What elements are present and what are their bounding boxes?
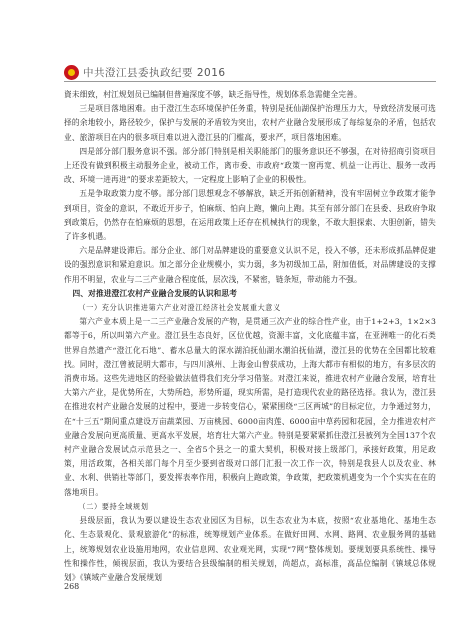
paragraph-2: 三是项目落地困难。由于澄江生态环境保护任务重，特别是抚仙湖保护治理压力大，导致经济发展可选择的余地较小，路径较少，保护与发展的矛盾较为突出，农村产业融合发展形成了每综复杂的矛盾，包括农业、旅游项目在内的很多项目难以进入澄江县的门槛高，要求严，项目落地困难。 bbox=[64, 104, 436, 142]
running-header-title: 中共澄江县委执政纪要 2016 bbox=[83, 66, 226, 79]
paragraph-4: 五是争取政策力度不够。部分部门思想观念不够解放，缺乏开拓创新精神，没有牢固树立争政策才能争到项目，资金的意识，不敢近开步子，怕麻烦、怕向上跑，懒向上跑。其至有部分部门在县委、县政府争取到政策后，仍然存在怕麻烦的思想，在运用政策上还存在机械执行的现象，不敢大胆探索、大胆创新，错失了许多机遇。 bbox=[64, 189, 436, 242]
paragraph-3: 四是部分部门服务意识不强。部分部门特别是相关职能部门的服务意识还不够强，在对待招商引资项目上还没有做到积极主动服务企业，被动工作，离市委、市政府“政策一窗再宽、机益一让再让、服务一改再改、环境一进再进”的要求差距较大，一定程度上影响了企业的积极性。 bbox=[64, 146, 436, 185]
running-header bbox=[64, 62, 436, 82]
page-body bbox=[64, 88, 436, 585]
party-emblem-icon bbox=[64, 65, 79, 80]
section-heading: 四、对推进澄江农村产业融合发展的认识和思考 bbox=[72, 288, 238, 298]
page-number: 268 bbox=[64, 582, 80, 591]
paragraph-6: 第六产业本质上是一二三产业融合发展的产物，是贯通三次产业的综合性产业，由于1+2+3，1×2×3都等于6，所以叫第六产业。澄江县生态良好，区位优越，资源丰富，文化底蕴丰富，在亚洲唯一的化石类世界自然遗产“澄江化石地”、蓄水总量大的深水湖泊抚仙湖水潮泊抚仙湖，澄江县的优势在全国都比较难找。同时，澄江曾被昆明大都市，与四川滇州、上海金山曾获成功，上海大都市有相似的地方，有多层次的消费市场。这些先进地区的经验做法值得我们充分学习借鉴。对澄江来说，推进农村产业融合发展，培育壮大第六产业，是优势所在，大势所趋，形势所逼，现实所需，是打造现代农业的路径选择。我认为，澄江县在推进农村产业融合发展的过程中，要进一步转变信心，紧紧围绕“三区两城”的目标定位，力争通过努力，在“十三五”期间重点建设万亩蔬菜园、万亩桃园、6000亩肉莲、6000亩中草药园和花园，全力推进农村产业融合发展向更高质量、更高水平发展，培育壮大第六产业。特别是要紧紧抓住澄江县被列为全国137个农村产业融合发展试点示范县之一、全省5个县之一的重大契机，积极对接上级部门，承接好政策，用足政策，用活政策，各相关部门每个月至少要到省级对口部门汇报一次工作一次，特别是我县人以及农业、林业、水利、供销社等部门，要发挥表率作用，积极向上跑政策，争政策，把政策机遇变为一个个实实在在的落地项目。 bbox=[64, 317, 436, 497]
header-divider bbox=[64, 81, 436, 82]
paragraph-1: 資未细致，村江规划员已编制但普遍深度不够，缺乏指导性，规划体系急需健全完善。 bbox=[64, 90, 362, 99]
subsection-heading-1: （一）充分认识推进第六产业对澄江经济社会发展重大意义 bbox=[78, 303, 281, 313]
paragraph-7: 县级层面，我认为要以建设生态农业园区为目标，以生态农业为本底，按照“农业基地化、基地生态化、生态景观化、景观旅游化”的标准，统筹规划产业体系。在做好田网、水网、路网、农业服务网的基础上，统筹规划农业设施用地网，农业信息网、农业观光网，实现“7网”整体规划。要规划要具系统性、操导性和操作性，倾视层面，我认为要结合县级编制的相关规划，尚超点，高标准，高品位编制《镇域总体规划》《镇域产业融合发展规划 bbox=[64, 516, 436, 582]
paragraph-5: 六是品牌建设滞后。部分企业、部门对品牌建设的重要意义认识不足，投入不够，还未形成抓品牌促建设的强烈意识和紧迫意识。加之部分企业规模小，实力弱，多为初级加工品，附加值低，对品牌建设的支撑作用不明显，农业与二三产业融合程度低，层次浅，不紧密，链条短，带动能力不强。 bbox=[64, 246, 436, 284]
subsection-heading-2: （二）要持全域规划 bbox=[78, 501, 149, 511]
